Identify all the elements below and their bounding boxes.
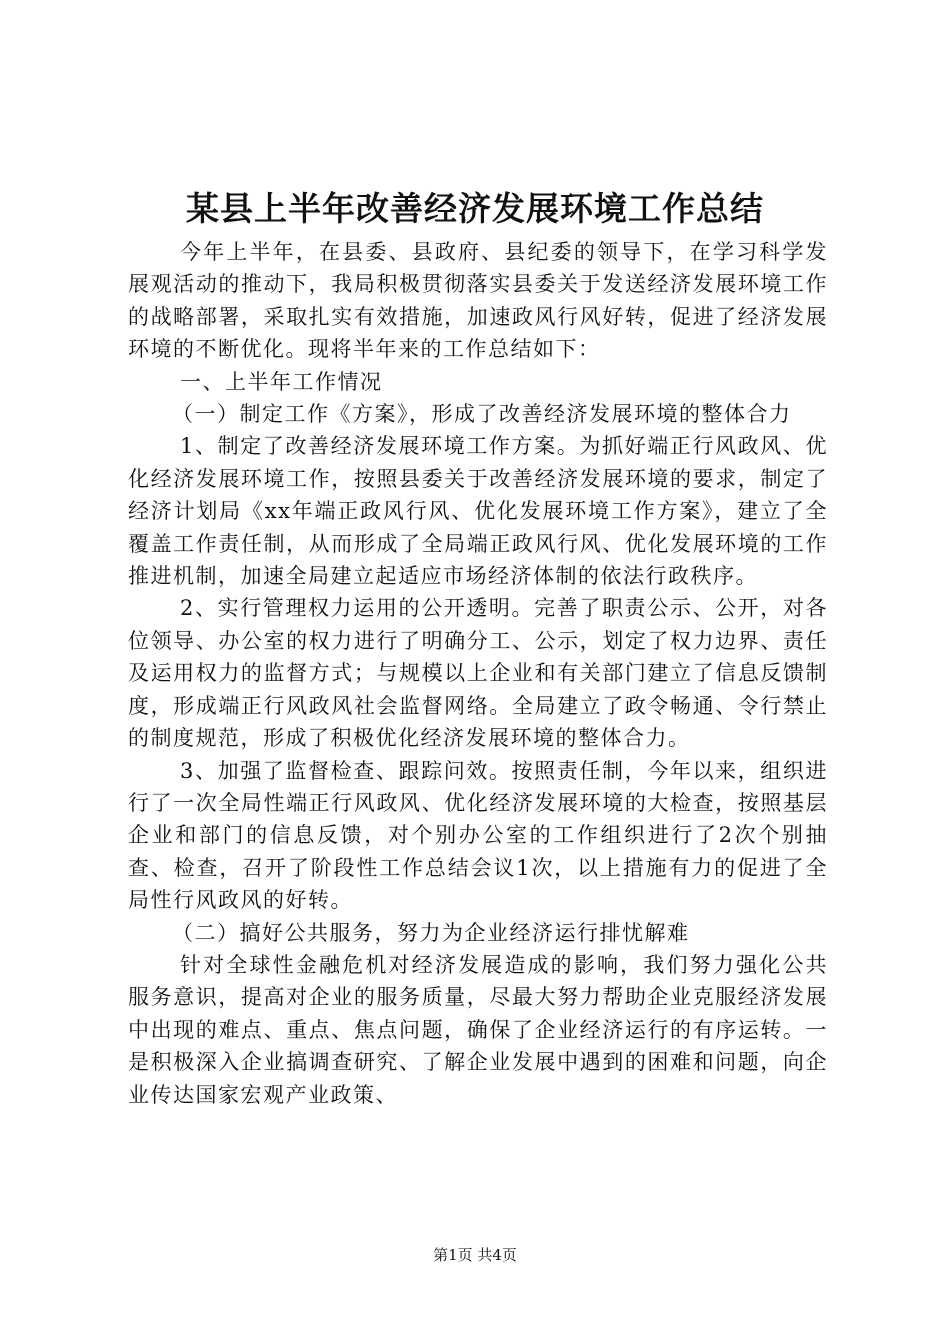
subsection-heading: （一）制定工作《方案》，形成了改善经济发展环境的整体合力 (172, 402, 792, 427)
body-paragraph: 针对全球性金融危机对经济发展造成的影响，我们努力强化公共服务意识，提高对企业的服务质量，尽最大努力帮助企业克服经济发展中出现的难点、重点、焦点问题，确保了企业经济运行的有序运转。一是积极深入企业搞调查研究、了解企业发展中遇到的困难和问题，向企业传达国家宏观产业政策、 (128, 952, 828, 1107)
page-footer: 第1页 共4页 (433, 1246, 517, 1264)
subsection-heading: （二）搞好公共服务，努力为企业经济运行排忧解难 (172, 920, 690, 945)
document-body (128, 236, 828, 1111)
intro-paragraph: 今年上半年，在县委、县政府、县纪委的领导下，在学习科学发展观活动的推动下，我局积极贯彻落实县委关于发送经济发展环境工作的战略部署，采取扎实有效措施，加速政风行风好转，促进了经济发展环境的不断优化。现将半年来的工作总结如下： (128, 240, 828, 362)
body-paragraph: 2、实行管理权力运用的公开透明。完善了职责公示、公开，对各位领导、办公室的权力进行了明确分工、公示，划定了权力边界、责任及运用权力的监督方式；与规模以上企业和有关部门建立了信息反馈制度，形成端正行风政风社会监督网络。全局建立了政令畅通、令行禁止的制度规范，形成了积极优化经济发展环境的整体合力。 (128, 596, 828, 751)
section-heading: 一、上半年工作情况 (180, 369, 383, 394)
body-paragraph: 3、加强了监督检查、跟踪问效。按照责任制，今年以来，组织进行了一次全局性端正行风政风、优化经济发展环境的大检查，按照基层企业和部门的信息反馈，对个别办公室的工作组织进行了2次个别抽查、检查，召开了阶段性工作总结会议1次，以上措施有力的促进了全局性行风政风的好转。 (128, 758, 828, 913)
body-paragraph: 1、制定了改善经济发展环境工作方案。为抓好端正行风政风、优化经济发展环境工作，按照县委关于改善经济发展环境的要求，制定了经济计划局《xx年端正政风行风、优化发展环境工作方案》，建立了全覆盖工作责任制，从而形成了全局端正政风行风、优化发展环境的工作推进机制，加速全局建立起适应市场经济体制的依法行政秩序。 (128, 434, 828, 589)
document-title: 某县上半年改善经济发展环境工作总结 (186, 189, 764, 228)
